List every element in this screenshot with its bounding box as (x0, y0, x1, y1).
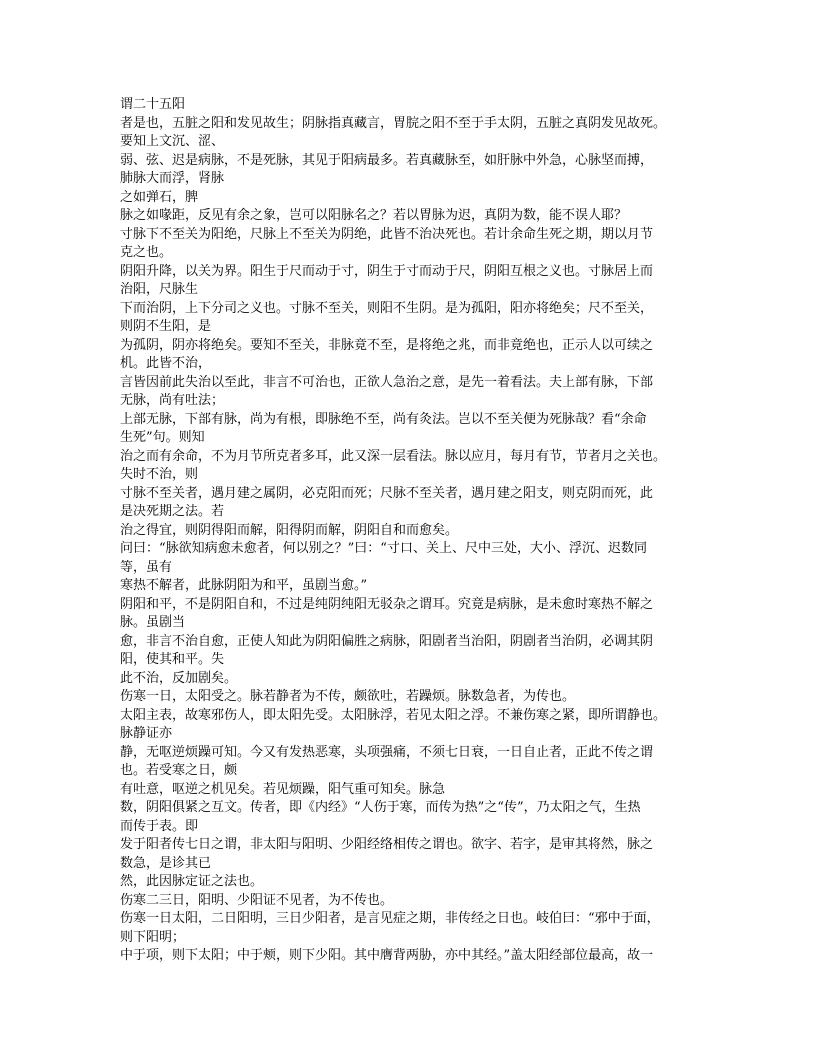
text-line: 静，无呕逆烦躁可知。今又有发热恶寒，头项强痛，不须七日衰，一日自止者，正此不传之谓 (120, 744, 654, 760)
text-line: 为孤阴，阴亦将绝矣。要知不至关，非脉竟不至，是将绝之兆，而非竟绝也，正示人以可续之 (120, 337, 654, 353)
text-line: 治阳，尺脉生 (120, 282, 199, 297)
text-line: 伤寒二三日，阳明、少阳证不见者，为不传也。 (120, 892, 394, 908)
text-line: 是决死期之法。若 (120, 504, 225, 519)
text-line: 问曰：“脉欲知病愈未愈者，何以别之？”曰：“寸口、关上、尺中三处，大小、浮沉、迟数同 (120, 541, 647, 556)
text-line: 寒热不解者，此脉阴阳为和平，虽剧当愈。” (120, 578, 368, 593)
text-line: 失时不治，则 (120, 467, 199, 482)
text-line: 治之得宜，则阴得阳而解，阳得阴而解，阴阳自和而愈矣。 (120, 522, 459, 538)
text-line: 此不治，反加剧矣。 (120, 670, 238, 686)
text-line: 肺脉大而浮，肾脉 (120, 171, 225, 186)
text-line: 中于项，则下太阳；中于颊，则下少阳。其中膺背两胁，亦中其经。”盖太阳经部位最高，故一 (120, 948, 654, 963)
text-line: 言皆因前此失治以至此，非言不可治也，正欲人急治之意，是先一着看法。夫上部有脉，下部 (120, 374, 654, 390)
text-line: 寸脉下不至关为阳绝，尺脉上不至关为阴绝，此皆不治决死也。若计余命生死之期，期以月节 (120, 226, 654, 242)
text-line: 阴阳升降，以关为界。阳生于尺而动于寸，阴生于寸而动于尺，阴阳互根之义也。寸脉居上而 (120, 263, 654, 279)
text-line: 无脉，尚有吐法； (120, 393, 225, 408)
text-line: 有吐意，呕逆之机见矣。若见烦躁，阳气重可知矣。脉急 (120, 781, 446, 797)
text-line: 生死”句。则知 (120, 430, 205, 445)
text-line: 等，虽有 (120, 559, 173, 575)
text-line: 治之而有余命，不为月节所克者多耳，此又深一层看法。脉以应月，每月有节，节者月之关也。 (120, 448, 667, 464)
text-line: 者是也，五脏之阳和发见故生；阴脉指真藏言，胃脘之阳不至于手太阴，五脏之真阴发见故死。 (120, 115, 667, 131)
text-line: 脉。虽剧当 (120, 615, 186, 630)
text-line: 愈，非言不治自愈，正使人知此为阴阳偏胜之病脉，阳剧者当治阳，阴剧者当治阴，必调其阴 (120, 633, 654, 649)
text-line: 阴阳和平，不是阴阳自和，不过是纯阴纯阳无驳杂之谓耳。究竟是病脉，是未愈时寒热不解之 (120, 596, 654, 612)
document-body (120, 96, 816, 966)
text-line: 而传于表。即 (120, 818, 199, 834)
text-line: 太阳主表，故寒邪伤人，即太阳先受。太阳脉浮，若见太阳之浮。不兼伤寒之紧，即所谓静也。 (120, 707, 667, 723)
text-line: 要知上文沉、涩、 (120, 134, 225, 149)
text-line: 谓二十五阳 (120, 97, 186, 112)
text-line: 寸脉不至关者，遇月建之属阴，必克阳而死；尺脉不至关者，遇月建之阳支，则克阴而死，此 (120, 485, 654, 501)
text-line: 之如弹石，脾 (120, 189, 199, 205)
text-line: 机。此皆不治， (120, 356, 212, 371)
text-line: 下而治阴，上下分司之义也。寸脉不至关，则阳不生阴。是为孤阳，阳亦将绝矣；尺不至关， (120, 300, 654, 316)
text-line: 脉之如喙距，反见有余之象，岂可以阳脉名之？若以胃脉为迟，真阴为数，能不误人耶？ (120, 208, 628, 223)
text-line: 也。若受寒之日，颇 (120, 763, 238, 778)
text-line: 上部无脉，下部有脉，尚为有根，即脉绝不至，尚有灸法。岂以不至关便为死脉哉？看“余命 (120, 411, 647, 427)
text-line: 脉静证亦 (120, 726, 173, 741)
text-line: 弱、弦、迟是病脉，不是死脉，其见于阳病最多。若真藏脉至，如肝脉中外急，心脉坚而搏， (120, 152, 654, 168)
text-line: 则下阳明； (120, 929, 186, 945)
text-line: 发于阳者传七日之谓，非太阳与阳明、少阳经络相传之谓也。欲字、若字，是审其将然，脉之 (120, 837, 654, 852)
text-line: 则阴不生阳，是 (120, 319, 212, 334)
text-line: 伤寒一日太阳，二日阳明，三日少阳者，是言见症之期，非传经之日也。岐伯曰：“邪中于面， (120, 911, 660, 926)
text-line: 数，阴阳俱紧之互文。传者，即《内经》“人伤于寒，而传为热”之“传”，乃太阳之气，生热 (120, 800, 641, 815)
text-line: 克之也。 (120, 245, 173, 260)
text-line: 数急，是诊其已 (120, 855, 212, 871)
text-line: 阳，使其和平。失 (120, 652, 225, 667)
text-line: 然，此因脉定证之法也。 (120, 874, 264, 889)
text-line: 伤寒一日，太阳受之。脉若静者为不传，颇欲吐，若躁烦。脉数急者，为传也。 (120, 689, 576, 704)
